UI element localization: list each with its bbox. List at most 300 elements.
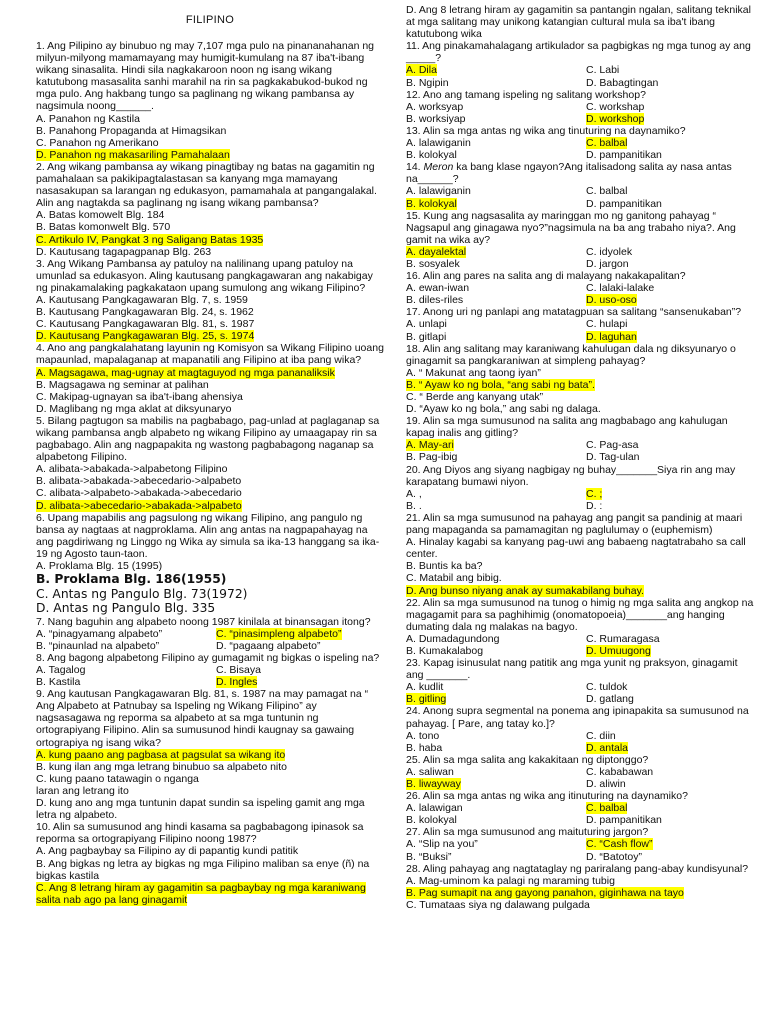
text: B. alibata->abakada->abecedario->alpabeto xyxy=(36,475,242,488)
text-line xyxy=(36,221,384,233)
text: 18. Alin ang salitang may karaniwang kahulugan dala ng diksyunaryo o ginagamit sa pangkaraniwan at simpleng pahayag? xyxy=(406,342,736,367)
text: A. Batas komowelt Blg. 184 xyxy=(36,209,165,222)
choice-left xyxy=(406,198,586,210)
text: A. Hinalay kagabi sa kanyang pag-uwi ang babaeng nagtatrabaho sa call center. xyxy=(406,536,746,561)
choice-text: A. lalawigan xyxy=(406,802,463,815)
choice-left xyxy=(36,676,216,688)
choice-text: B. haba xyxy=(406,741,443,754)
choice-text: D. pampanitikan xyxy=(586,197,662,210)
choice-row xyxy=(406,645,754,657)
choice-right xyxy=(586,64,619,76)
left-column-body xyxy=(36,40,384,906)
text-line xyxy=(36,463,384,475)
choice-right xyxy=(586,488,602,500)
text-line xyxy=(36,391,384,403)
text-line xyxy=(406,173,754,185)
highlighted-answer: B. “ Ayaw ko ng bola, “ang sabi ng bata”. xyxy=(406,378,595,391)
text-line xyxy=(36,149,384,161)
choice-text: B. kolokyal xyxy=(406,814,457,827)
choice-left xyxy=(406,258,586,270)
choice-text: C. Pag-asa xyxy=(586,439,639,452)
choice-right xyxy=(586,439,639,451)
text: 16. Alin ang pares na salita ang di malayang nakakapalitan? xyxy=(406,270,686,283)
choice-text: C. tuldok xyxy=(586,681,628,694)
highlighted-answer: D. Umuugong xyxy=(586,644,651,657)
choice-row xyxy=(406,451,754,463)
choice-text: A. , xyxy=(406,487,422,500)
text: A. alibata->abakada->alpabetong Filipino xyxy=(36,463,228,476)
choice-right xyxy=(586,500,602,512)
choice-right xyxy=(586,331,637,343)
choice-row xyxy=(406,331,754,343)
choice-row xyxy=(406,101,754,113)
choice-left xyxy=(36,640,216,652)
highlighted-answer: D. Panahon ng makasariling Pamahalaan xyxy=(36,148,230,161)
text-line xyxy=(36,234,384,246)
text: 17. Anong uri ng panlapi ang matatagpuan sa salitang “sansenukaban”? xyxy=(406,306,742,319)
text-line xyxy=(406,40,754,64)
text-line xyxy=(36,858,384,882)
text-line xyxy=(36,209,384,221)
text-line xyxy=(406,125,754,137)
text-line xyxy=(36,40,384,113)
choice-row xyxy=(406,730,754,742)
choice-left xyxy=(406,185,586,197)
choice-left xyxy=(36,628,216,640)
choice-row xyxy=(406,137,754,149)
choice-text: A. lalawiganin xyxy=(406,137,471,150)
choice-left xyxy=(406,77,586,89)
choice-text: A. kudlit xyxy=(406,681,444,694)
choice-right xyxy=(216,676,257,688)
text-line xyxy=(36,652,384,664)
text-line xyxy=(406,826,754,838)
text-line xyxy=(406,270,754,282)
text: A. Mag-uminom ka palagi ng maraming tubig xyxy=(406,874,615,887)
text-line xyxy=(36,403,384,415)
choice-text: B. Ngipin xyxy=(406,76,449,89)
text-line xyxy=(406,585,754,597)
choice-text: C. idyolek xyxy=(586,245,633,258)
right-column xyxy=(406,4,754,911)
text: A. Ang pagbaybay sa Filipino ay di papantig kundi patitik xyxy=(36,845,299,858)
choice-left xyxy=(406,282,586,294)
text: 13. Alin sa mga antas ng wika ang tinuturing na daynamiko? xyxy=(406,124,686,137)
choice-text: A. tono xyxy=(406,729,440,742)
highlighted-answer: D. uso-oso xyxy=(586,294,637,307)
highlighted-answer: D. Ang bunso niyang anak ay sumakabilang buhay. xyxy=(406,584,644,597)
choice-text: A. unlapi xyxy=(406,318,447,331)
text: 6. Upang mapabilis ang pagsulong ng wikang Filipino, ang pangulo ng bansa ay nagtaas at nagproklama. Alin ang antas na nagpapahayag na ang pagdiriwang ng Linggo ng Wika ay simula sa ika-13 hanggang sa ika-19 ng Agosto taun-taon. xyxy=(36,511,380,560)
choice-row xyxy=(406,64,754,76)
choice-right xyxy=(586,681,627,693)
choice-text: C. Bisaya xyxy=(216,664,261,676)
choice-row xyxy=(406,488,754,500)
text-line xyxy=(36,342,384,366)
text: 7. Nang baguhin ang alpabeto noong 1987 kinilala at binansagan itong? xyxy=(36,615,371,628)
text: D. kung ano ang mga tuntunin dapat sundin sa ispeling gamit ang mga letra ng alpabeto. xyxy=(36,797,365,822)
highlighted-answer: A. Dila xyxy=(406,64,437,77)
highlighted-answer: B. kolokyal xyxy=(406,197,457,210)
text-line xyxy=(36,379,384,391)
text-line xyxy=(36,125,384,137)
text-line xyxy=(406,161,754,173)
choice-text: A. Tagalog xyxy=(36,664,86,676)
choice-row xyxy=(406,814,754,826)
choice-left xyxy=(406,693,586,705)
text: B. Batas komonwelt Blg. 570 xyxy=(36,221,171,234)
choice-row xyxy=(36,628,384,640)
choice-row xyxy=(406,198,754,210)
text: 4. Ano ang pangkalahatang layunin ng Komisyon sa Wikang Filipino uoang mapaunlad, mapalaganap at mapanatili ang Filipino at iba pang wika? xyxy=(36,342,384,367)
choice-left xyxy=(36,664,216,676)
choice-left xyxy=(406,681,586,693)
highlighted-answer: C. “pinasimpleng alpabeto” xyxy=(216,627,342,640)
choice-text: C. workshap xyxy=(586,100,645,113)
text-line xyxy=(36,785,384,797)
text-line xyxy=(406,560,754,572)
text-line xyxy=(36,500,384,512)
choice-right xyxy=(216,628,342,640)
choice-text: D. : xyxy=(586,499,603,512)
choice-row xyxy=(36,664,384,676)
text-line: C. Antas ng Pangulo Blg. 73(1972) xyxy=(36,586,248,601)
highlighted-answer: D. antala xyxy=(586,741,629,754)
choice-text: D. pampanitikan xyxy=(586,814,662,827)
question-number: 14. xyxy=(406,161,424,174)
choice-right xyxy=(586,77,658,89)
text: C. kung paano tatawagin o nganga xyxy=(36,772,199,785)
text: C. Panahon ng Amerikano xyxy=(36,136,159,149)
text-line xyxy=(36,512,384,560)
choice-left xyxy=(406,64,586,76)
choice-right xyxy=(586,101,644,113)
choice-row xyxy=(406,282,754,294)
choice-text: A. ewan-iwan xyxy=(406,282,470,295)
choice-left xyxy=(406,137,586,149)
highlighted-answer: A. May-ari xyxy=(406,439,454,452)
text: 11. Ang pinakamahalagang artikulador sa pagbigkas ng mga tunog ay ang _____? xyxy=(406,40,751,65)
choice-left xyxy=(406,742,586,754)
choice-text: D. “pagaang alpabeto” xyxy=(216,639,321,652)
text-line xyxy=(406,464,754,488)
choice-row xyxy=(406,113,754,125)
choice-text: B. Pag-ibig xyxy=(406,451,458,464)
choice-row xyxy=(406,149,754,161)
text: A. Proklama Blg. 15 (1995) xyxy=(36,560,163,573)
choice-right xyxy=(586,802,627,814)
highlighted-answer: C. balbal xyxy=(586,802,628,815)
text: C. Kautusang Pangkagawaran Blg. 81, s. 1987 xyxy=(36,318,255,331)
text-line xyxy=(406,572,754,584)
text: 19. Alin sa mga sumusunod na salita ang magbabago ang kahulugan kapag inalis ang gitling? xyxy=(406,415,728,440)
choice-right xyxy=(586,294,637,306)
text: B. Magsagawa ng seminar at palihan xyxy=(36,378,209,391)
choice-row xyxy=(406,246,754,258)
choice-text: C. Rumaragasa xyxy=(586,632,660,645)
text-line xyxy=(406,391,754,403)
choice-text: C. kababawan xyxy=(586,765,654,778)
choice-text: D. aliwin xyxy=(586,778,626,790)
choice-row xyxy=(406,778,754,790)
choice-left xyxy=(406,101,586,113)
choice-right xyxy=(586,246,632,258)
text-line xyxy=(36,258,384,294)
text: B. kung ilan ang mga letrang binubuo sa alpabeto nito xyxy=(36,760,288,773)
choice-text: B. Kumakalabog xyxy=(406,644,484,657)
text-line xyxy=(36,882,384,906)
choice-text: D. Babagtingan xyxy=(586,76,659,89)
text-line xyxy=(36,137,384,149)
choice-right xyxy=(586,778,626,790)
text: 2. Ang wikang pambansa ay wikang pinagtibay ng batas na gagamitin ng pamahalaan sa pakikipagtalastasan sa kanyang mga mamayang nasasakupan sa larangan ng edukasyon, pamamahala at pangangalakal. Alin ang nagtakda sa paglinang ng isang wikang pambansa? xyxy=(36,160,377,210)
text-line xyxy=(36,487,384,499)
text-line xyxy=(36,616,384,628)
highlighted-answer: C. ; xyxy=(586,487,603,500)
choice-right xyxy=(216,640,321,652)
choice-right xyxy=(586,693,634,705)
text: B. Buntis ka ba? xyxy=(406,560,483,573)
choice-row xyxy=(36,640,384,652)
text-line xyxy=(36,330,384,342)
text: B. Panahong Propaganda at Himagsikan xyxy=(36,124,227,137)
choice-left xyxy=(406,851,586,863)
page-title: FILIPINO xyxy=(185,14,235,26)
choice-row xyxy=(406,851,754,863)
text-line xyxy=(406,379,754,391)
choice-row xyxy=(406,838,754,850)
highlighted-answer: C. “Cash flow” xyxy=(586,838,653,851)
choice-right xyxy=(586,742,628,754)
choice-text: B. “pinaunlad na alpabeto” xyxy=(36,639,160,652)
text: C. “ Berde ang kanyang utak” xyxy=(406,391,544,403)
choice-left xyxy=(406,645,586,657)
choice-left xyxy=(406,838,586,850)
choice-left xyxy=(406,294,586,306)
text: C. alibata->alpabeto->abakada->abecedario xyxy=(36,487,242,500)
choice-right xyxy=(586,185,627,197)
text-line xyxy=(36,560,384,572)
choice-left xyxy=(406,451,586,463)
highlighted-answer: D. Ingles xyxy=(216,676,258,689)
choice-text: B. diles-riles xyxy=(406,294,464,307)
choice-left xyxy=(406,488,586,500)
text: 23. Kapag isinusulat nang patitik ang mga yunit ng praksyon, ginagamit ang _______. xyxy=(406,657,738,682)
choice-left xyxy=(406,318,586,330)
choice-row xyxy=(406,500,754,512)
choice-right xyxy=(586,451,640,463)
highlighted-answer: D. alibata->abecedario->abakada->alpabeto xyxy=(36,499,242,512)
choice-right xyxy=(586,730,616,742)
choice-left xyxy=(406,149,586,161)
choice-text: D. jargon xyxy=(586,257,629,270)
choice-row xyxy=(406,318,754,330)
italic-word: Meron xyxy=(423,161,454,174)
choice-left xyxy=(406,778,586,790)
text-line xyxy=(36,161,384,209)
choice-text: A. Dumadagundong xyxy=(406,632,500,645)
choice-row xyxy=(406,294,754,306)
choice-row xyxy=(406,693,754,705)
text: C. Matabil ang bibig. xyxy=(406,572,502,585)
highlighted-answer: A. kung paano ang pagbasa at pagsulat sa wikang ito xyxy=(36,748,286,761)
text: C. Makipag-ugnayan sa iba't-ibang ahensiya xyxy=(36,390,243,403)
choice-left xyxy=(406,766,586,778)
choice-text: A. worksyap xyxy=(406,100,464,113)
text: D. “Ayaw ko ng bola,” ang sabi ng dalaga. xyxy=(406,403,601,416)
text-line xyxy=(406,210,754,246)
choice-text: B. worksiyap xyxy=(406,112,466,125)
choice-left xyxy=(406,331,586,343)
text-line xyxy=(406,899,754,911)
text: C. Tumataas siya ng dalawang pulgada xyxy=(406,898,590,911)
text-line xyxy=(36,797,384,821)
text-line xyxy=(36,845,384,857)
text: D. Maglibang ng mga aklat at diksyunaryo xyxy=(36,402,232,415)
text: B. Kautusang Pangkagawaran Blg. 24, s. 1962 xyxy=(36,306,254,319)
text: D. Ang 8 letrang hiram ay gagamitin sa pantangin ngalan, salitang teknikal at mga salitang may unikong katangian cultural mula sa iba't ibang katutubong wika xyxy=(406,4,751,41)
highlighted-answer: D. workshop xyxy=(586,112,645,125)
text-line xyxy=(406,863,754,875)
text-line xyxy=(36,749,384,761)
highlighted-answer: B. Pag sumapit na ang gayong panahon, giginhawa na tayo xyxy=(406,886,684,899)
text: 10. Alin sa sumusunod ang hindi kasama sa pagbabagong ipinasok sa reporma sa ortograpiyang Filipino noong 1987? xyxy=(36,821,364,846)
right-column-body xyxy=(406,4,754,911)
choice-text: D. “Batotoy” xyxy=(586,850,643,863)
choice-left xyxy=(406,500,586,512)
text-line xyxy=(36,367,384,379)
text: ka bang klase ngayon?Ang italisadong salita ay nasa antas xyxy=(453,161,732,174)
text-line xyxy=(406,306,754,318)
highlighted-answer: C. balbal xyxy=(586,137,628,150)
text: 27. Alin sa mga sumusunod ang maituturing jargon? xyxy=(406,826,649,839)
choice-text: A. “Slip na you” xyxy=(406,838,478,851)
choice-left xyxy=(406,113,586,125)
text: B. Ang bigkas ng letra ay bigkas ng mga Filipino maliban sa enye (ñ) na bigkas kastila xyxy=(36,857,370,882)
text-line xyxy=(36,773,384,785)
text: 9. Ang kautusan Pangkagawaran Blg. 81, s. 1987 na may pamagat na “ Ang Alpabeto at Patnubay sa Ispeling ng Wikang Filipino” ay nagsasagawa ng reporma sa alpabeto at sa mga tuntunin ng ortograpiyang Filipino. Alin sa sumusunod hindi kaugnay sa gawaing ortograpiya ng isang wika? xyxy=(36,688,369,749)
choice-right xyxy=(586,318,627,330)
text-line xyxy=(406,536,754,560)
choice-right xyxy=(586,766,653,778)
choice-right xyxy=(586,113,644,125)
text: 8. Ang bagong alpabetong Filipino ay gumagamit ng bigkas o ispeling na? xyxy=(36,651,380,664)
text: A. “ Makunat ang taong iyan” xyxy=(406,366,541,379)
choice-right xyxy=(586,137,627,149)
choice-right xyxy=(586,645,651,657)
text-line xyxy=(406,367,754,379)
choice-row xyxy=(36,676,384,688)
choice-left xyxy=(406,802,586,814)
choice-text: A. lalawiganin xyxy=(406,185,471,198)
choice-text: B. “Buksi” xyxy=(406,850,452,863)
text: 21. Alin sa mga sumusunod na pahayag ang pangit sa pandinig at maari pang mapaganda sa pamamagitan ng paglulumay o (euphemism) xyxy=(406,511,743,537)
text-line xyxy=(406,705,754,729)
choice-right xyxy=(216,664,261,676)
text-line xyxy=(406,790,754,802)
choice-row xyxy=(406,742,754,754)
highlighted-answer: A. Magsagawa, mag-ugnay at magtaguyod ng mga pananaliksik xyxy=(36,366,335,379)
highlighted-answer: B. liwayway xyxy=(406,778,461,790)
text-line xyxy=(36,821,384,845)
text-line xyxy=(406,4,754,40)
choice-right xyxy=(586,838,653,850)
text-line xyxy=(406,415,754,439)
text-line xyxy=(406,754,754,766)
text: 15. Kung ang nagsasalita ay maringgan mo ng ganitong pahayag “ Nagsapul ang ginagawa nyo?”nagsimula na ba ang trabaho niya?. Ang gamit na wika ay? xyxy=(406,209,736,246)
choice-row xyxy=(406,681,754,693)
highlighted-answer: A. dayalektal xyxy=(406,245,467,258)
choice-text: C. balbal xyxy=(586,185,628,198)
text: 20. Ang Diyos ang siyang nagbigay ng buhay_______Siya rin ang may karapatang bumawi niyon. xyxy=(406,463,736,488)
choice-row xyxy=(406,633,754,645)
choice-row xyxy=(406,77,754,89)
text: 25. Alin sa mga salita ang kakakitaan ng diptonggo? xyxy=(406,753,649,766)
text-line xyxy=(36,294,384,306)
choice-left xyxy=(406,633,586,645)
text: A. Panahon ng Kastila xyxy=(36,112,140,125)
text-line xyxy=(406,887,754,899)
text-line xyxy=(36,688,384,748)
text-line xyxy=(36,318,384,330)
choice-text: D. Tag-ulan xyxy=(586,451,640,464)
left-column xyxy=(36,0,384,906)
choice-text: A. saliwan xyxy=(406,765,454,778)
text: 1. Ang Pilipino ay binubuo ng may 7,107 mga pulo na pinananahanan ng milyun-milyong mamamayang may humigit-kumulang na 87 iba't-ibang wikang sinasalita. Hindi sila nagkakaroon noon ng isang wikang katutubong masasalita sanhi marahil na rin sa pagkakabukod-bukod ng mga pulo. Ang hakbang tungo sa paglinang ng wikang pambansa ay nagsimula noong______. xyxy=(36,40,375,113)
text-line xyxy=(406,657,754,681)
text: 24. Anong supra segmental na ponema ang ipinapakita sa sumusunod na pahayag. [ Pare, ang tatay ko.]? xyxy=(406,705,749,730)
choice-text: C. Labi xyxy=(586,64,620,77)
text: 5. Bilang pagtugon sa mabilis na pagbabago, pag-unlad at paglaganap sa wikang pambansa angb alpabeto ng wikang Filipino ay umaagapay rin sa pagbabago. Alin ang nagpapakita ng wastong pagbabagong naganap sa alpabetong Filipino. xyxy=(36,414,380,464)
choice-text: C. hulapi xyxy=(586,318,628,331)
choice-left xyxy=(406,814,586,826)
highlighted-answer: C. Ang 8 letrang hiram ay gagamitin sa pagbaybay ng mga karaniwang salita nab ago pa lang ginagamit xyxy=(36,881,366,906)
text-line xyxy=(36,113,384,125)
text-line xyxy=(36,415,384,463)
choice-right xyxy=(586,198,662,210)
text-line xyxy=(36,475,384,487)
highlighted-answer: B. Proklama Blg. 186(1955) xyxy=(36,572,227,587)
choice-text: C. diin xyxy=(586,729,616,742)
text: na______? xyxy=(406,173,459,186)
text-line xyxy=(36,246,384,258)
text: 22. Alin sa mga sumusunod na tunog o himig ng mga salita ang angkop na magagamit para sa paghihimig (onomatopoeia)_______ang hanging dumating dala ng malakas na bagyo. xyxy=(406,596,754,633)
choice-right xyxy=(586,149,662,161)
choice-row xyxy=(406,258,754,270)
choice-text: B. Kastila xyxy=(36,676,81,689)
highlighted-answer: C. Artikulo IV, Pangkat 3 ng Saligang Batas 1935 xyxy=(36,233,264,246)
choice-right xyxy=(586,633,660,645)
choice-text: C. lalaki-lalake xyxy=(586,282,655,295)
choice-text: B. gitlapi xyxy=(406,330,447,343)
highlighted-answer: B. gitling xyxy=(406,693,447,706)
text: 26. Alin sa mga antas ng wika ang itinuturing na daynamiko? xyxy=(406,790,688,803)
choice-row xyxy=(406,802,754,814)
choice-right xyxy=(586,851,642,863)
text-line xyxy=(36,761,384,773)
text-line xyxy=(406,875,754,887)
choice-row xyxy=(406,439,754,451)
choice-left xyxy=(406,246,586,258)
choice-left xyxy=(406,439,586,451)
text-line: D. Antas ng Pangulo Blg. 335 xyxy=(36,601,216,616)
text: laran ang letrang ito xyxy=(36,784,129,797)
text-line xyxy=(406,343,754,367)
choice-right xyxy=(586,282,654,294)
choice-text: D. pampanitikan xyxy=(586,149,662,162)
text: 3. Ang Wikang Pambansa ay patuloy na nalilinang upang patuloy na umunlad sa edukasyon. Aling kautusang pangkagawaran ang nakabigay ng pinakamalaking pagkakataon upang sumulong ang wikang Filipino? xyxy=(36,257,373,294)
choice-text: B. kolokyal xyxy=(406,149,457,162)
